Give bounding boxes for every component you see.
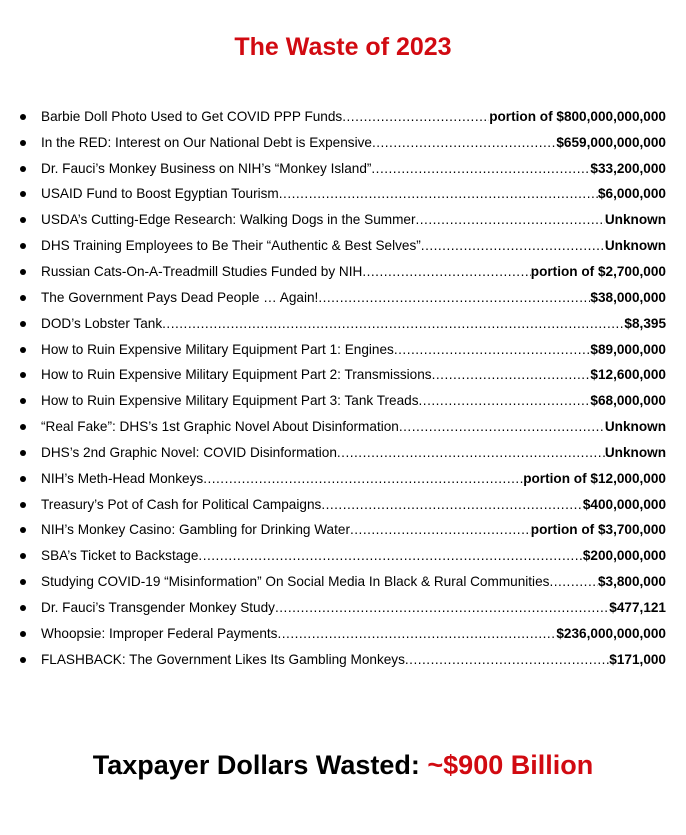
dot-leader xyxy=(421,237,605,255)
item-amount: Unknown xyxy=(604,212,666,228)
dot-leader xyxy=(371,160,590,178)
dot-leader xyxy=(362,263,530,281)
item-amount: $3,800,000 xyxy=(597,574,666,590)
item-label: Dr. Fauci’s Monkey Business on NIH’s “Monkey Island” xyxy=(41,160,372,176)
dot-leader xyxy=(337,444,605,462)
list-item xyxy=(0,156,686,182)
item-label: DHS’s 2nd Graphic Novel: COVID Disinformation xyxy=(41,444,337,460)
dot-leader xyxy=(275,599,609,617)
item-amount: $6,000,000 xyxy=(597,186,666,202)
bullet-icon xyxy=(20,527,26,533)
bullet-icon xyxy=(20,476,26,482)
item-amount: $33,200,000 xyxy=(590,160,666,176)
dot-leader xyxy=(372,134,556,152)
item-label: Barbie Doll Photo Used to Get COVID PPP Funds xyxy=(41,108,343,124)
bullet-icon xyxy=(20,191,26,197)
item-label: In the RED: Interest on Our National Debt is Expensive xyxy=(41,134,372,150)
item-amount: $12,600,000 xyxy=(590,367,666,383)
bullet-icon xyxy=(20,140,26,146)
bullet-icon xyxy=(20,605,26,611)
list-item xyxy=(0,337,686,363)
dot-leader xyxy=(342,108,489,126)
list-item xyxy=(0,182,686,208)
bullet-icon xyxy=(20,295,26,301)
item-label: NIH’s Monkey Casino: Gambling for Drinking Water xyxy=(41,522,350,538)
list-item xyxy=(0,104,686,130)
list-item xyxy=(0,362,686,388)
dot-leader xyxy=(432,366,591,384)
dot-leader xyxy=(318,289,590,307)
bullet-icon xyxy=(20,502,26,508)
item-amount: $89,000,000 xyxy=(590,341,666,357)
item-label: USAID Fund to Boost Egyptian Tourism xyxy=(41,186,279,202)
list-item xyxy=(0,518,686,544)
list-item xyxy=(0,285,686,311)
item-amount: Unknown xyxy=(604,238,666,254)
bullet-icon xyxy=(20,450,26,456)
item-amount: $8,395 xyxy=(624,315,666,331)
bullet-icon xyxy=(20,217,26,223)
item-label: How to Ruin Expensive Military Equipment Part 3: Tank Treads xyxy=(41,393,419,409)
list-item xyxy=(0,311,686,337)
dot-leader xyxy=(162,315,624,333)
item-label: How to Ruin Expensive Military Equipment Part 1: Engines xyxy=(41,341,394,357)
item-amount: $236,000,000,000 xyxy=(556,625,666,641)
item-label: Studying COVID-19 “Misinformation” On Social Media In Black & Rural Communities xyxy=(41,574,550,590)
bullet-icon xyxy=(20,347,26,353)
bullet-icon xyxy=(20,243,26,249)
bullet-icon xyxy=(20,269,26,275)
item-label: “Real Fake”: DHS’s 1st Graphic Novel About Disinformation xyxy=(41,419,399,435)
bullet-icon xyxy=(20,321,26,327)
item-label: Dr. Fauci’s Transgender Monkey Study xyxy=(41,599,275,615)
item-label: DOD’s Lobster Tank xyxy=(41,315,163,331)
list-item xyxy=(0,595,686,621)
list-item xyxy=(0,492,686,518)
list-item xyxy=(0,130,686,156)
bullet-icon xyxy=(20,553,26,559)
list-item xyxy=(0,543,686,569)
list-item xyxy=(0,207,686,233)
item-label: Russian Cats-On-A-Treadmill Studies Funded by NIH xyxy=(41,263,363,279)
list-item xyxy=(0,388,686,414)
item-amount: $400,000,000 xyxy=(582,496,666,512)
item-label: FLASHBACK: The Government Likes Its Gambling Monkeys xyxy=(41,651,405,667)
bullet-icon xyxy=(20,372,26,378)
dot-leader xyxy=(198,547,582,565)
list-item xyxy=(0,647,686,673)
item-amount: $659,000,000,000 xyxy=(556,134,666,150)
item-amount: portion of $3,700,000 xyxy=(530,522,666,538)
list-item xyxy=(0,466,686,492)
waste-list xyxy=(0,104,686,673)
item-label: SBA’s Ticket to Backstage xyxy=(41,548,199,564)
bullet-icon xyxy=(20,424,26,430)
item-label: How to Ruin Expensive Military Equipment Part 2: Transmissions xyxy=(41,367,432,383)
list-item xyxy=(0,569,686,595)
item-label: DHS Training Employees to Be Their “Authentic & Best Selves” xyxy=(41,238,421,254)
item-label: Whoopsie: Improper Federal Payments xyxy=(41,625,278,641)
list-item xyxy=(0,440,686,466)
item-label: NIH’s Meth-Head Monkeys xyxy=(41,470,204,486)
dot-leader xyxy=(419,392,591,410)
total-summary xyxy=(0,748,686,782)
bullet-icon xyxy=(20,579,26,585)
item-amount: $171,000 xyxy=(609,651,666,667)
item-amount: Unknown xyxy=(604,419,666,435)
dot-leader xyxy=(321,496,583,514)
item-amount: $477,121 xyxy=(609,599,666,615)
dot-leader xyxy=(405,651,609,669)
bullet-icon xyxy=(20,114,26,120)
bullet-icon xyxy=(20,657,26,663)
list-item xyxy=(0,259,686,285)
dot-leader xyxy=(350,521,531,539)
item-amount: portion of $2,700,000 xyxy=(530,263,666,279)
list-item xyxy=(0,233,686,259)
list-item xyxy=(0,621,686,647)
dot-leader xyxy=(203,470,523,488)
item-label: Treasury’s Pot of Cash for Political Campaigns xyxy=(41,496,322,512)
item-label: The Government Pays Dead People … Again! xyxy=(41,289,319,305)
item-amount: portion of $800,000,000,000 xyxy=(489,108,666,124)
item-amount: portion of $12,000,000 xyxy=(523,470,666,486)
bullet-icon xyxy=(20,398,26,404)
item-amount: Unknown xyxy=(604,444,666,460)
dot-leader xyxy=(416,211,605,229)
page-title: The Waste of 2023 xyxy=(234,33,452,61)
item-amount: $68,000,000 xyxy=(590,393,666,409)
list-item xyxy=(0,414,686,440)
dot-leader xyxy=(279,185,598,203)
item-amount: $38,000,000 xyxy=(590,289,666,305)
dot-leader xyxy=(549,573,598,591)
dot-leader xyxy=(277,625,556,643)
dot-leader xyxy=(399,418,605,436)
item-label: USDA’s Cutting-Edge Research: Walking Dogs in the Summer xyxy=(41,212,416,228)
total-label: Taxpayer Dollars Wasted: xyxy=(92,750,428,780)
bullet-icon xyxy=(20,631,26,637)
bullet-icon xyxy=(20,166,26,172)
total-value: ~$900 Billion xyxy=(427,750,594,780)
item-amount: $200,000,000 xyxy=(582,548,666,564)
dot-leader xyxy=(394,341,591,359)
